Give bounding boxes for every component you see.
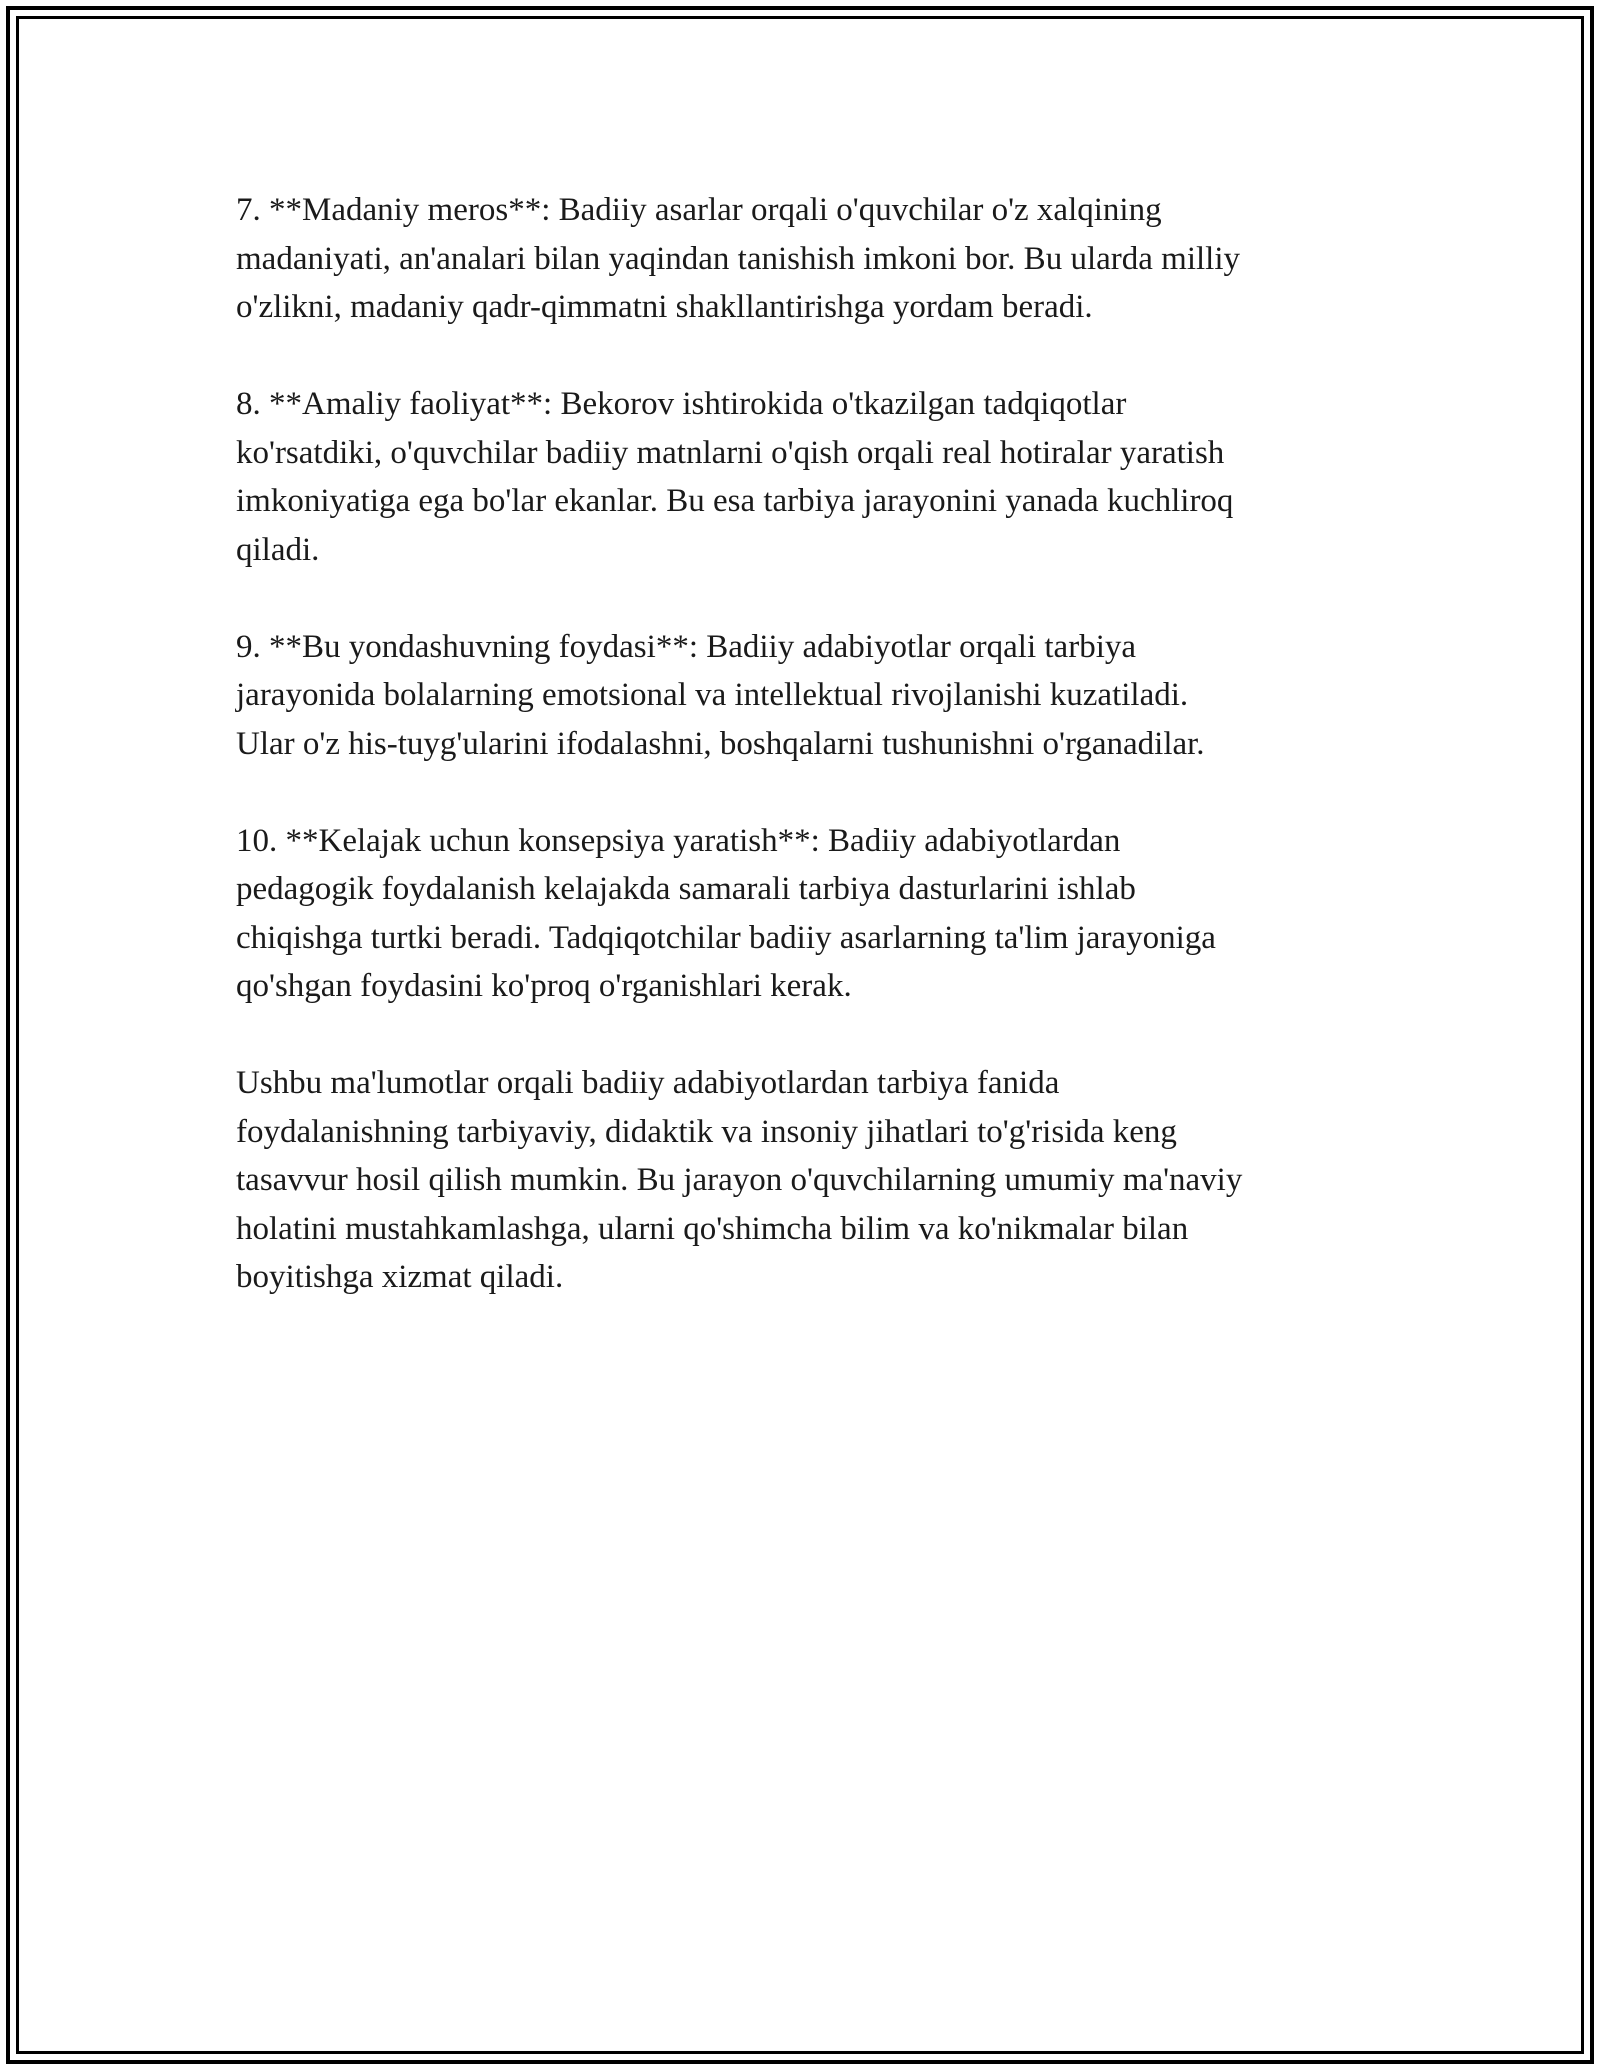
text-line: 9. **Bu yondashuvning foydasi**: Badiiy adabiyotlar orqali tarbiya: [236, 628, 1137, 665]
text-line: foydalanishning tarbiyaviy, didaktik va insoniy jihatlari to'g'risida keng: [236, 1113, 1177, 1150]
text-line: boyitishga xizmat qiladi.: [236, 1259, 564, 1295]
text-line: chiqishga turtki beradi. Tadqiqotchilar badiiy asarlarning ta'lim jarayoniga: [236, 919, 1216, 956]
text-line: o'zlikni, madaniy qadr-qimmatni shakllantirishga yordam beradi.: [236, 289, 1093, 325]
text-line: jarayonida bolalarning emotsional va intellektual rivojlanishi kuzatiladi.: [236, 677, 1189, 713]
text-line: 7. **Madaniy meros**: Badiiy asarlar orqali o'quvchilar o'z xalqining: [236, 192, 1162, 228]
paragraph-8-practical-activity: [236, 380, 1366, 574]
text-line: 8. **Amaliy faoliyat**: Bekorov ishtirokida o'tkazilgan tadqiqotlar: [236, 386, 1127, 422]
text-line: qo'shgan foydasini ko'proq o'rganishlari kerak.: [236, 968, 852, 1004]
text-line: qiladi.: [236, 531, 320, 568]
text-line: holatini mustahkamlashga, ularni qo'shimcha bilim va ko'nikmalar bilan: [236, 1210, 1189, 1247]
text-line: imkoniyatiga ega bo'lar ekanlar. Bu esa tarbiya jarayonini yanada kuchliroq: [236, 483, 1234, 519]
paragraph-10-future-concept: [236, 817, 1366, 1011]
text-line: Ular o'z his-tuyg'ularini ifodalashni, boshqalarni tushunishni o'rganadilar.: [236, 725, 1205, 762]
text-line: pedagogik foydalanish kelajakda samarali tarbiya dasturlarini ishlab: [236, 871, 1136, 907]
paragraph-9-approach-benefit: [236, 623, 1366, 769]
text-line: madaniyati, an'analari bilan yaqindan tanishish imkoni bor. Bu ularda milliy: [236, 240, 1240, 277]
text-line: Ushbu ma'lumotlar orqali badiiy adabiyotlardan tarbiya fanida: [236, 1065, 1060, 1101]
paragraph-7-cultural-heritage: [236, 186, 1366, 332]
text-line: 10. **Kelajak uchun konsepsiya yaratish**: Badiiy adabiyotlardan: [236, 822, 1121, 859]
document-body: [236, 186, 1366, 1350]
paragraph-conclusion: [236, 1059, 1366, 1302]
text-line: tasavvur hosil qilish mumkin. Bu jarayon o'quvchilarning umumiy ma'naviy: [236, 1162, 1243, 1198]
text-line: ko'rsatdiki, o'quvchilar badiiy matnlarni o'qish orqali real hotiralar yaratish: [236, 434, 1225, 471]
